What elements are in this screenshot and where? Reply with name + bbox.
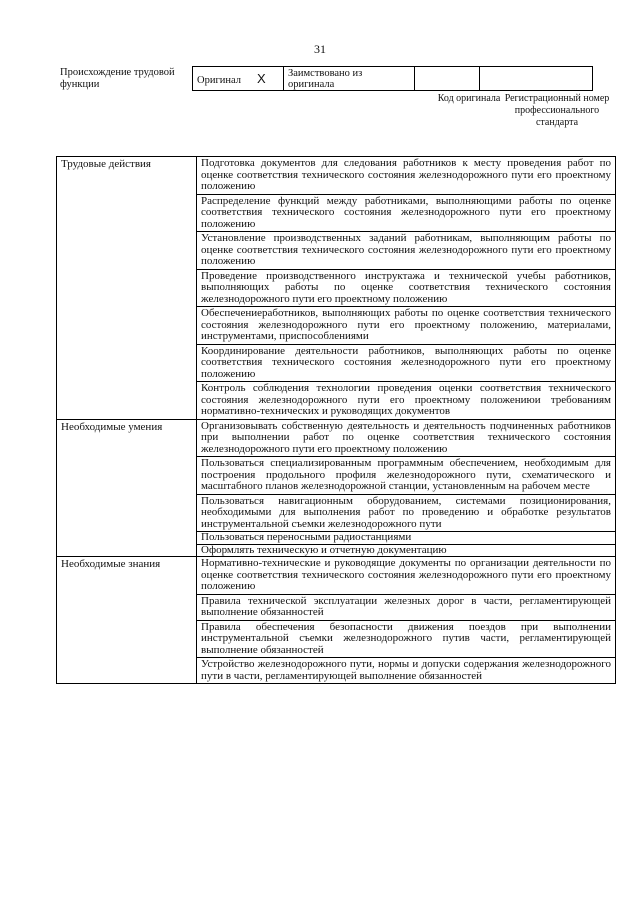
reg-number-caption: Регистрационный номер профессионального стандарта	[504, 93, 610, 128]
table-cell: Устройство железнодорожного пути, нормы и допуски содержания железнодорожного пути в части, регламентирующей выполнение обязанностей	[197, 658, 616, 684]
table-cell: Пользоваться переносными радиостанциями	[197, 532, 616, 545]
code-cell	[415, 67, 480, 91]
table-cell: Контроль соблюдения технологии проведения оценки соответствия технического состояния железнодорожного пути его проектному положениюи требованиям нормативно-технических и руководящих документов	[197, 382, 616, 420]
table-row	[57, 157, 616, 195]
code-caption: Код оригинала	[437, 93, 501, 104]
table-cell: Оформлять техническую и отчетную документацию	[197, 544, 616, 557]
function-table	[56, 156, 616, 684]
section-title: Необходимые умения	[57, 419, 197, 557]
original-mark: X	[257, 71, 266, 86]
origin-table	[192, 66, 593, 91]
table-cell: Распределение функций между работниками, выполняющими работы по оценке соответствия технического состояния железнодорожного пути его проектному положению	[197, 194, 616, 232]
section-title: Необходимые знания	[57, 557, 197, 684]
origin-label: Происхождение трудовой функции	[60, 67, 175, 90]
original-cell	[193, 67, 284, 91]
borrowed-cell: Заимствовано из оригинала	[284, 67, 415, 91]
table-cell: Пользоваться специализированным программным обеспечением, необходимым для построения продольного профиля железнодорожного пути, схематического и масштабного планов железнодорожной станции, установленным на рабочем месте	[197, 457, 616, 495]
table-row	[57, 419, 616, 457]
table-cell: Проведение производственного инструктажа и технической учебы работников, выполняющих работы по оценке соответствия технического состояния железнодорожного пути его проектному положению	[197, 269, 616, 307]
table-cell: Подготовка документов для следования работников к месту проведения работ по оценке соответствия технического состояния железнодорожного пути его проектному положению	[197, 157, 616, 195]
table-cell: Правила обеспечения безопасности движения поездов при выполнении инструментальной съемки железнодорожного путив части, регламентирующей выполнение обязанностей	[197, 620, 616, 658]
original-label: Оригинал	[197, 75, 241, 86]
page-number: 31	[314, 42, 326, 56]
reg-number-cell	[480, 67, 593, 91]
table-cell: Обеспечениеработников, выполняющих работы по оценке соответствия технического состояния железнодорожного пути его проектному положению, материалами, инструментами, приспособлениями	[197, 307, 616, 345]
table-cell: Координирование деятельности работников, выполняющих работы по оценке соответствия технического состояния железнодорожного пути его проектному положению	[197, 344, 616, 382]
section-title: Трудовые действия	[57, 157, 197, 420]
table-cell: Нормативно-технические и руководящие документы по организации деятельности по оценке соответствия технического состояния железнодорожного пути его проектному положению	[197, 557, 616, 595]
table-cell: Установление производственных заданий работникам, выполняющим работы по оценке соответствия технического состояния железнодорожного пути его проектному положению	[197, 232, 616, 270]
table-cell: Пользоваться навигационным оборудованием, системами позиционирования, необходимыми для выполнения работ по проведению и обработке результатов инструментальной съемки железнодорожного пути	[197, 494, 616, 532]
table-cell: Организовывать собственную деятельность и деятельность подчиненных работников при выполнении работ по оценке соответствия технического состояния железнодорожного пути его проектному положению	[197, 419, 616, 457]
table-row	[57, 557, 616, 595]
table-cell: Правила технической эксплуатации железных дорог в части, регламентирующей выполнение обязанностей	[197, 594, 616, 620]
